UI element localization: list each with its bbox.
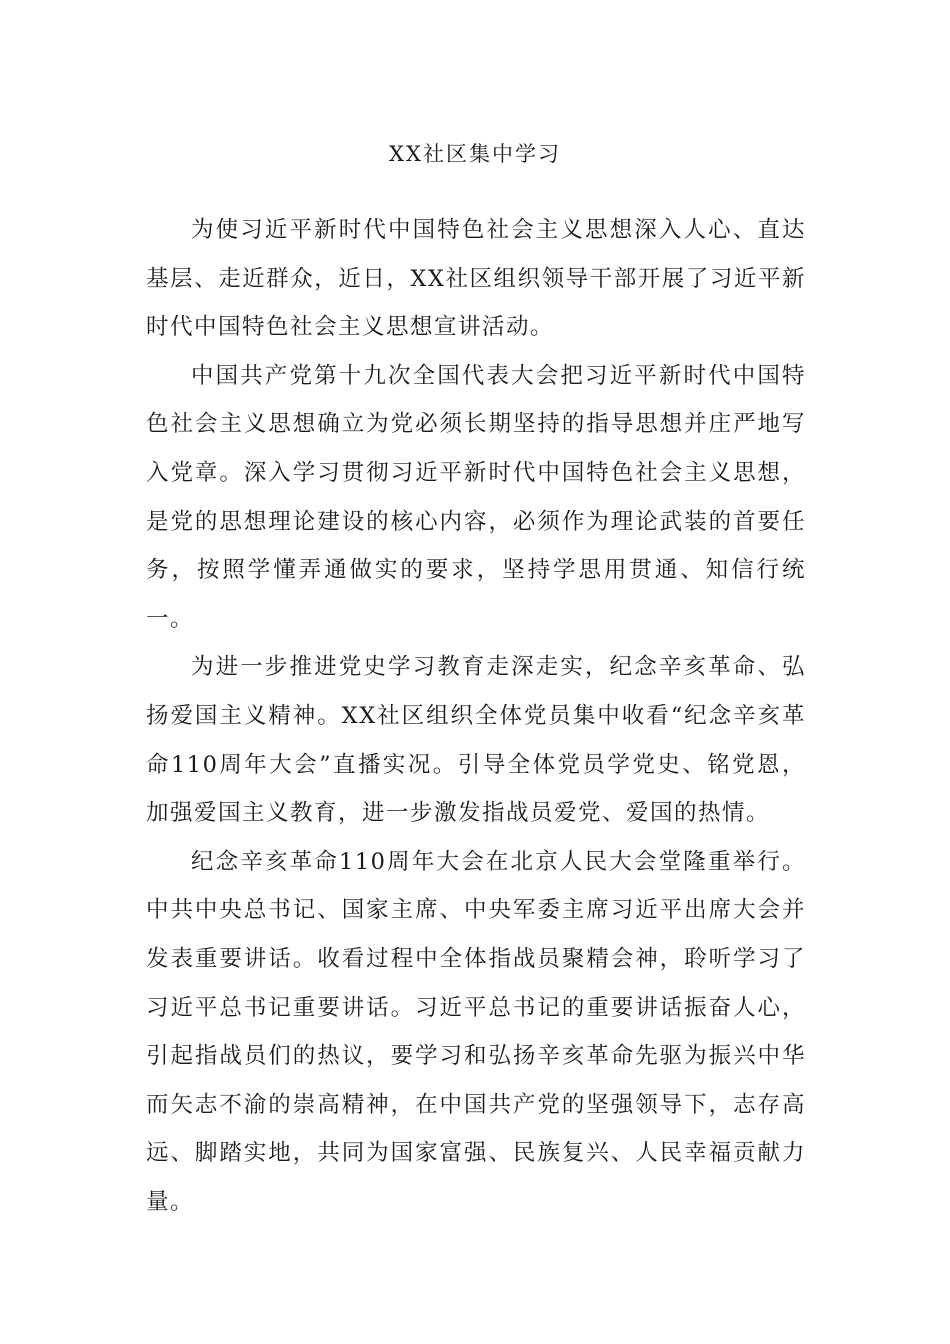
paragraph-4: 纪念辛亥革命110周年大会在北京人民大会堂隆重举行。中共中央总书记、国家主席、中央军委主席习近平出席大会并发表重要讲话。收看过程中全体指战员聚精会神，聆听学习了习近平总书记重要讲话。习近平总书记的重要讲话振奋人心，引起指战员们的热议，要学习和弘扬辛亥革命先驱为振兴中华而矢志不渝的崇高精神，在中国共产党的坚强领导下，志存高远、脚踏实地，共同为国家富强、民族复兴、人民幸福贡献力量。 xyxy=(146,848,806,1215)
document-body xyxy=(146,206,806,1226)
paragraph-2: 中国共产党第十九次全国代表大会把习近平新时代中国特色社会主义思想确立为党必须长期坚持的指导思想并庄严地写入党章。深入学习贯彻习近平新时代中国特色社会主义思想，是党的思想理论建设的核心内容，必须作为理论武装的首要任务，按照学懂弄通做实的要求，坚持学思用贯通、知信行统一。 xyxy=(146,362,806,632)
document-title: XX社区集中学习 xyxy=(389,142,561,166)
paragraph-3: 为进一步推进党史学习教育走深走实，纪念辛亥革命、弘扬爱国主义精神。XX社区组织全体党员集中收看“纪念辛亥革命110周年大会”直播实况。引导全体党员学党史、铭党恩，加强爱国主义教育，进一步激发指战员爱党、爱国的热情。 xyxy=(146,654,806,827)
paragraph-1: 为使习近平新时代中国特色社会主义思想深入人心、直达基层、走近群众，近日，XX社区组织领导干部开展了习近平新时代中国特色社会主义思想宣讲活动。 xyxy=(146,217,806,341)
